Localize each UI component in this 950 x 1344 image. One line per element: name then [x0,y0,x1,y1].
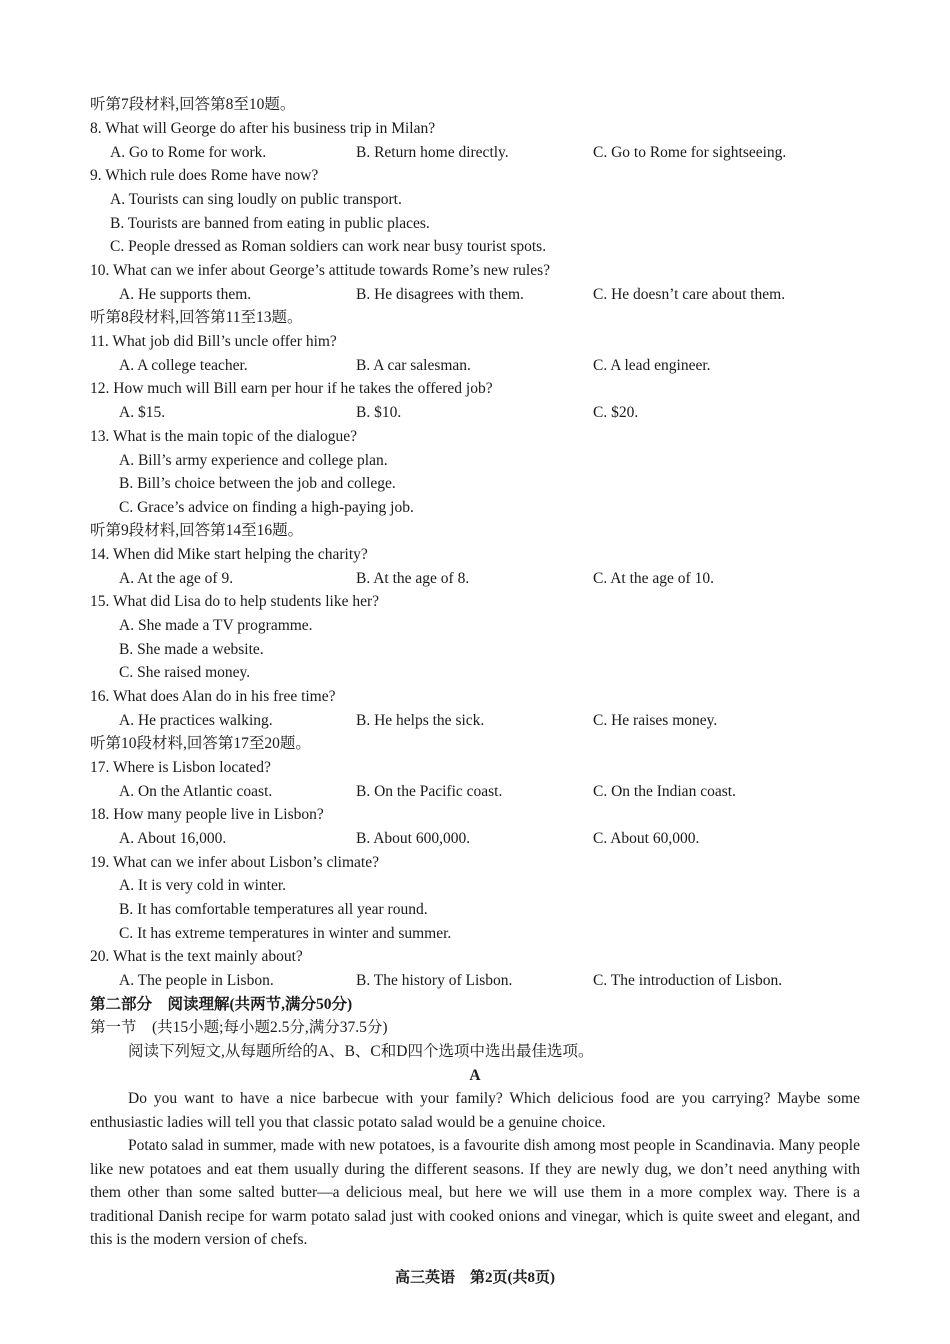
question-stem: 17. Where is Lisbon located? [90,759,271,776]
option: A. $15. [119,404,166,421]
part-title: 第二部分 阅读理解(共两节,满分50分) [90,996,353,1013]
option: C. People dressed as Roman soldiers can work near busy tourist spots. [110,238,547,255]
option: B. He disagrees with them. [356,286,524,303]
option: B. He helps the sick. [356,712,485,729]
option: A. It is very cold in winter. [119,877,287,894]
option: A. The people in Lisbon. [119,972,274,989]
option: A. On the Atlantic coast. [119,783,273,800]
section-header: 听第7段材料,回答第8至10题。 [90,96,296,113]
option: B. At the age of 8. [356,570,470,587]
option: A. A college teacher. [119,357,248,374]
section-header: 听第10段材料,回答第17至20题。 [90,735,311,752]
question-stem: 19. What can we infer about Lisbon’s climate? [90,854,379,871]
option: B. On the Pacific coast. [356,783,503,800]
option: C. The introduction of Lisbon. [593,972,783,989]
option: B. The history of Lisbon. [356,972,513,989]
option: B. Tourists are banned from eating in public places. [110,215,430,232]
question-stem: 15. What did Lisa do to help students like her? [90,593,379,610]
section-header: 听第8段材料,回答第11至13题。 [90,309,303,326]
option: C. A lead engineer. [593,357,711,374]
question-stem: 18. How many people live in Lisbon? [90,806,324,823]
passage-paragraph: Potato salad in summer, made with new potatoes, is a favourite dish among most people in Scandinavia. Many people like new potatoes and eat them usually during the different seasons. If they are newly dug, we don’t need anything with them other than some salted butter—a delicious meal, but here we will use them in a more complex way. There is a traditional Danish recipe for warm potato salad just with cooked onions and vinegar, which is quite sweet and elegant, and this is the modern version of chefs. [90,1137,860,1249]
option: B. It has comfortable temperatures all year round. [119,901,428,918]
option: A. At the age of 9. [119,570,234,587]
question-stem: 16. What does Alan do in his free time? [90,688,336,705]
question-stem: 9. Which rule does Rome have now? [90,167,319,184]
option: B. Bill’s choice between the job and college. [119,475,396,492]
option: C. He doesn’t care about them. [593,286,786,303]
option: C. It has extreme temperatures in winter and summer. [119,925,452,942]
option: A. He supports them. [119,286,252,303]
option: C. Grace’s advice on finding a high-paying job. [119,499,414,516]
option: C. On the Indian coast. [593,783,736,800]
question-stem: 12. How much will Bill earn per hour if he takes the offered job? [90,380,493,397]
passage-paragraph: Do you want to have a nice barbecue with your family? Which delicious food are you carrying? Maybe some enthusiastic ladies will tell you that classic potato salad would be a genuine choice. [90,1090,860,1131]
option: C. Go to Rome for sightseeing. [593,144,787,161]
section-header: 听第9段材料,回答第14至16题。 [90,522,304,539]
option: A. Bill’s army experience and college plan. [119,452,388,469]
page-footer: 高三英语 第2页(共8页) [395,1270,555,1286]
option: B. A car salesman. [356,357,471,374]
option: B. She made a website. [119,641,264,658]
instruction: 阅读下列短文,从每题所给的A、B、C和D四个选项中选出最佳选项。 [128,1043,594,1060]
option: B. $10. [356,404,402,421]
option: A. He practices walking. [119,712,273,729]
question-stem: 11. What job did Bill’s uncle offer him? [90,333,337,350]
option: C. He raises money. [593,712,718,729]
question-stem: 13. What is the main topic of the dialogue? [90,428,358,445]
question-stem: 10. What can we infer about George’s attitude towards Rome’s new rules? [90,262,550,279]
section-title: 第一节 (共15小题;每小题2.5分,满分37.5分) [90,1019,388,1036]
option: A. Tourists can sing loudly on public transport. [110,191,402,208]
option: C. She raised money. [119,664,251,681]
question-stem: 14. When did Mike start helping the charity? [90,546,368,563]
option: B. About 600,000. [356,830,471,847]
passage-letter: A [469,1067,481,1084]
option: C. $20. [593,404,639,421]
option: B. Return home directly. [356,144,509,161]
option: A. Go to Rome for work. [110,144,267,161]
option: A. She made a TV programme. [119,617,313,634]
question-stem: 20. What is the text mainly about? [90,948,303,965]
question-stem: 8. What will George do after his business trip in Milan? [90,120,436,137]
option: C. At the age of 10. [593,570,714,587]
option: C. About 60,000. [593,830,700,847]
option: A. About 16,000. [119,830,227,847]
